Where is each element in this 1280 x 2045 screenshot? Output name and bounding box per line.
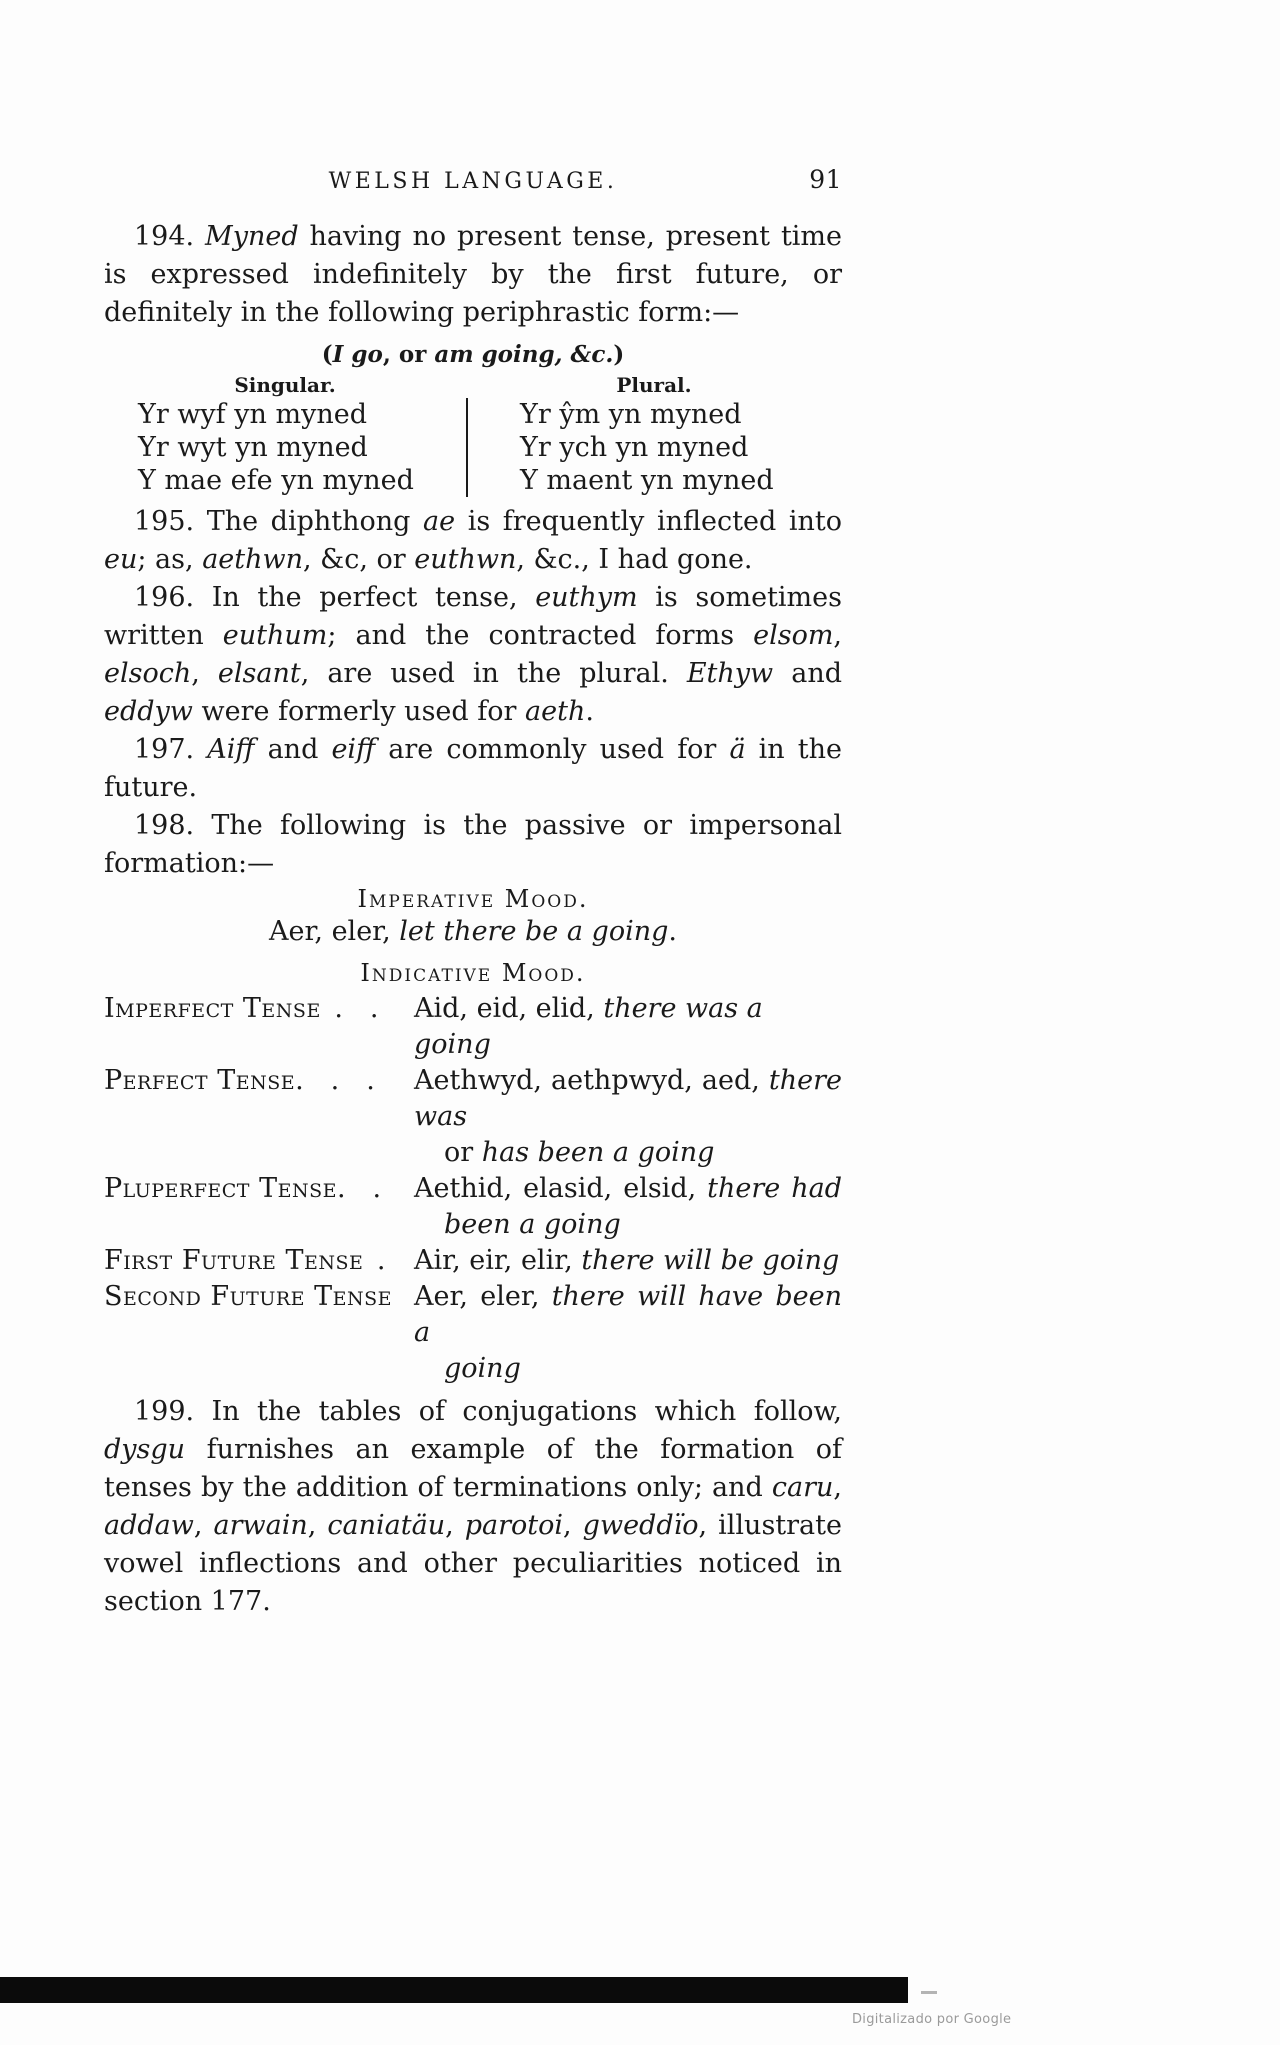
tense-content xyxy=(414,1243,842,1279)
plural-column xyxy=(468,398,842,497)
tense-row xyxy=(104,991,842,1063)
imperative-example: Aer, eler, let there be a going. xyxy=(269,916,677,947)
header-title: WELSH LANGUAGE. xyxy=(328,169,618,194)
paragraph-198: 198. The following is the passive or impersonal formation:— xyxy=(104,810,842,879)
tense-content xyxy=(414,1171,842,1243)
tense-line: or has been a going xyxy=(444,1137,715,1168)
table-row: Y maent yn myned xyxy=(520,465,774,496)
tense-row xyxy=(104,1243,842,1279)
text-block xyxy=(104,0,842,1621)
tense-line: Aethid, elasid, elsid, there had xyxy=(414,1173,842,1204)
tense-label: First Future Tense . xyxy=(104,1245,386,1276)
imperative-mood-heading: Imperative Mood. xyxy=(357,885,589,913)
scan-artifact-dash xyxy=(921,1991,937,1994)
tense-line: Air, eir, elir, there will be going xyxy=(414,1245,840,1276)
periphrastic-table xyxy=(104,398,842,497)
tense-line: Aethwyd, aethpwyd, aed, there was xyxy=(414,1065,842,1132)
singular-column xyxy=(104,398,466,497)
table-row: Yr wyf yn myned xyxy=(138,399,367,430)
paragraph-199: 199. In the tables of conjugations which follow, dysgu furnishes an example of the formation of tenses by the addition of terminations only; and caru, addaw, arwain, caniatäu, parotoi, gweddïo, illustrate vowel inflections and other peculiarities noticed in section 177. xyxy=(104,1396,842,1617)
tense-content xyxy=(414,1279,842,1387)
table-row: Yr wyt yn myned xyxy=(138,432,368,463)
scan-edge-bar xyxy=(0,1977,908,2003)
table-row: Yr ych yn myned xyxy=(520,432,749,463)
page-number: 91 xyxy=(809,165,842,194)
tense-table xyxy=(104,991,842,1387)
tense-label: Perfect Tense. . . xyxy=(104,1065,375,1096)
paragraph-196: 196. In the perfect tense, euthym is sometimes written euthum; and the contracted forms elsom, elsoch, elsant, are used in the plural. Ethyw and eddyw were formerly used for aeth. xyxy=(104,582,843,727)
paragraph-194: 194. Myned having no present tense, present time is expressed indefinitely by the first future, or definitely in the following periphrastic form:— xyxy=(104,221,843,328)
google-watermark: Digitalizado por Google xyxy=(852,2012,1012,2027)
indicative-mood-heading: Indicative Mood. xyxy=(360,959,586,987)
tense-row xyxy=(104,1171,842,1243)
tense-label: Pluperfect Tense. . xyxy=(104,1173,382,1204)
column-header-plural: Plural. xyxy=(616,373,692,397)
tense-row xyxy=(104,1063,842,1171)
tense-content xyxy=(414,991,842,1063)
tense-label: Second Future Tense xyxy=(104,1281,393,1312)
tense-line: going xyxy=(444,1353,521,1384)
tense-line: been a going xyxy=(444,1209,621,1240)
tense-label: Imperfect Tense . . xyxy=(104,993,379,1024)
paragraph-195: 195. The diphthong ae is frequently inflected into eu; as, aethwn, &c, or euthwn, &c., I had gone. xyxy=(104,506,842,575)
paragraph-197: 197. Aiff and eiff are commonly used for ä in the future. xyxy=(104,734,842,803)
table-row: Yr ŷm yn myned xyxy=(520,399,742,430)
running-header xyxy=(104,165,842,196)
table-row: Y mae efe yn myned xyxy=(138,465,414,496)
tense-line: Aer, eler, there will have been a xyxy=(414,1281,843,1348)
periphrastic-caption: (I go, or am going, &c.) xyxy=(321,341,625,368)
periphrastic-column-headers xyxy=(104,372,842,398)
tense-line: Aid, eid, elid, there was a going xyxy=(414,993,763,1060)
tense-row xyxy=(104,1279,842,1387)
tense-content xyxy=(414,1063,842,1171)
column-header-singular: Singular. xyxy=(234,373,336,397)
